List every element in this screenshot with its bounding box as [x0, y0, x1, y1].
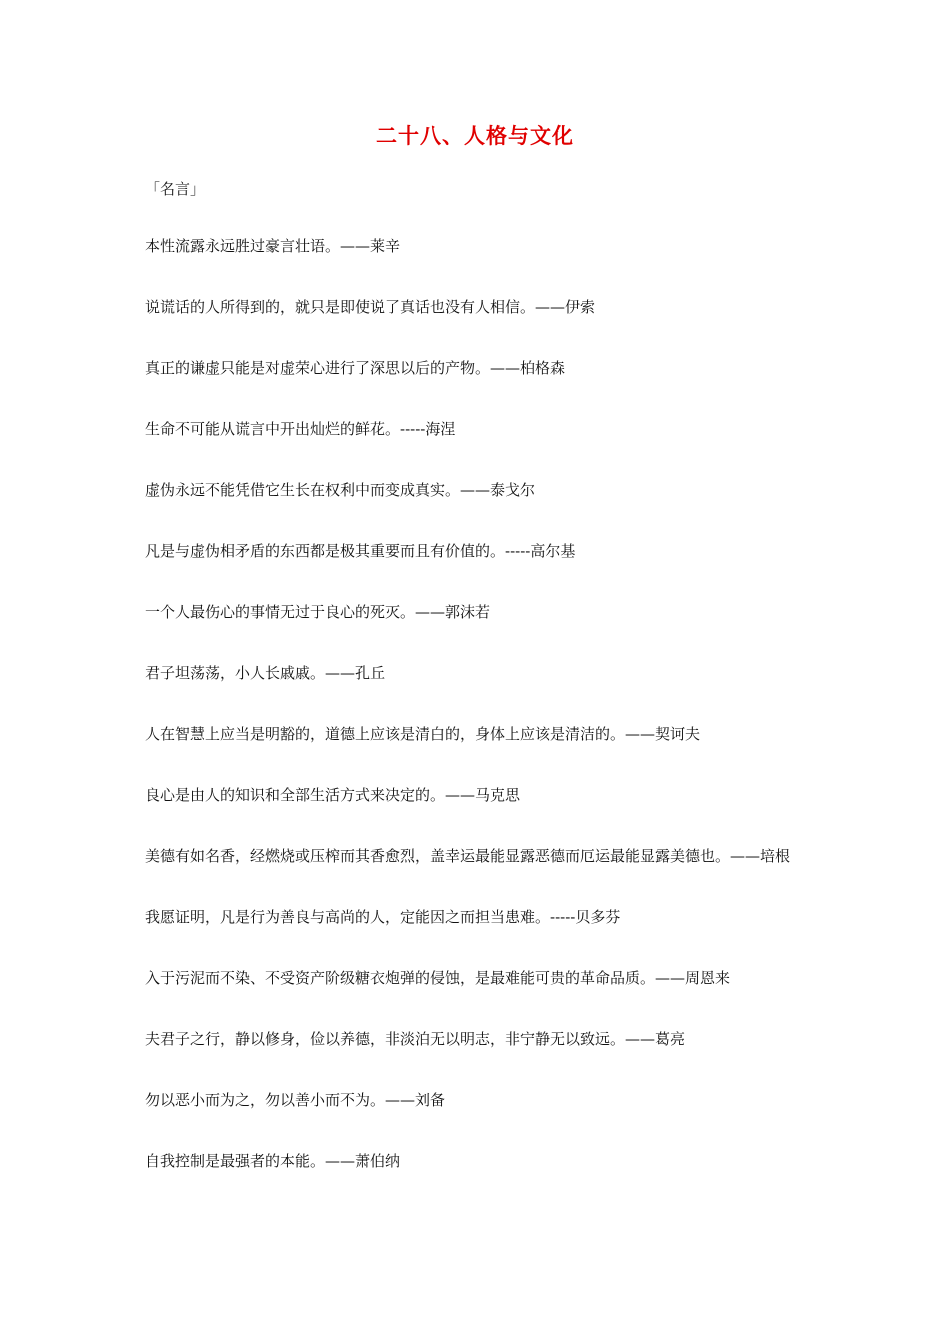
document-title: 二十八、人格与文化 — [376, 124, 574, 148]
quote-item: 入于污泥而不染、不受资产阶级糖衣炮弹的侵蚀，是最难能可贵的革命品质。——周恩来 — [145, 969, 731, 987]
quote-item: 凡是与虚伪相矛盾的东西都是极其重要而且有价值的。-----高尔基 — [145, 542, 576, 560]
quote-item: 君子坦荡荡，小人长戚戚。——孔丘 — [145, 664, 386, 682]
quote-item: 本性流露永远胜过豪言壮语。——莱辛 — [145, 237, 401, 255]
quote-item: 自我控制是最强者的本能。——萧伯纳 — [145, 1152, 401, 1170]
quote-item: 生命不可能从谎言中开出灿烂的鲜花。-----海涅 — [145, 420, 456, 438]
quote-item: 我愿证明，凡是行为善良与高尚的人，定能因之而担当患难。-----贝多芬 — [145, 908, 621, 926]
quote-item: 美德有如名香，经燃烧或压榨而其香愈烈，盖幸运最能显露恶德而厄运最能显露美德也。——培根 — [145, 847, 791, 865]
quote-item: 说谎话的人所得到的，就只是即使说了真话也没有人相信。——伊索 — [145, 298, 596, 316]
section-label: 「名言」 — [145, 180, 206, 198]
quote-item: 良心是由人的知识和全部生活方式来决定的。——马克思 — [145, 786, 521, 804]
quote-item: 一个人最伤心的事情无过于良心的死灭。——郭沫若 — [145, 603, 491, 621]
quote-item: 人在智慧上应当是明豁的，道德上应该是清白的，身体上应该是清洁的。——契诃夫 — [145, 725, 701, 743]
quote-item: 夫君子之行，静以修身，俭以养德，非淡泊无以明志，非宁静无以致远。——葛亮 — [145, 1030, 686, 1048]
quote-list — [145, 236, 810, 1212]
quote-item: 虚伪永远不能凭借它生长在权利中而变成真实。——泰戈尔 — [145, 481, 536, 499]
quote-item: 真正的谦虚只能是对虚荣心进行了深思以后的产物。——柏格森 — [145, 359, 566, 377]
quote-item: 勿以恶小而为之，勿以善小而不为。——刘备 — [145, 1091, 446, 1109]
